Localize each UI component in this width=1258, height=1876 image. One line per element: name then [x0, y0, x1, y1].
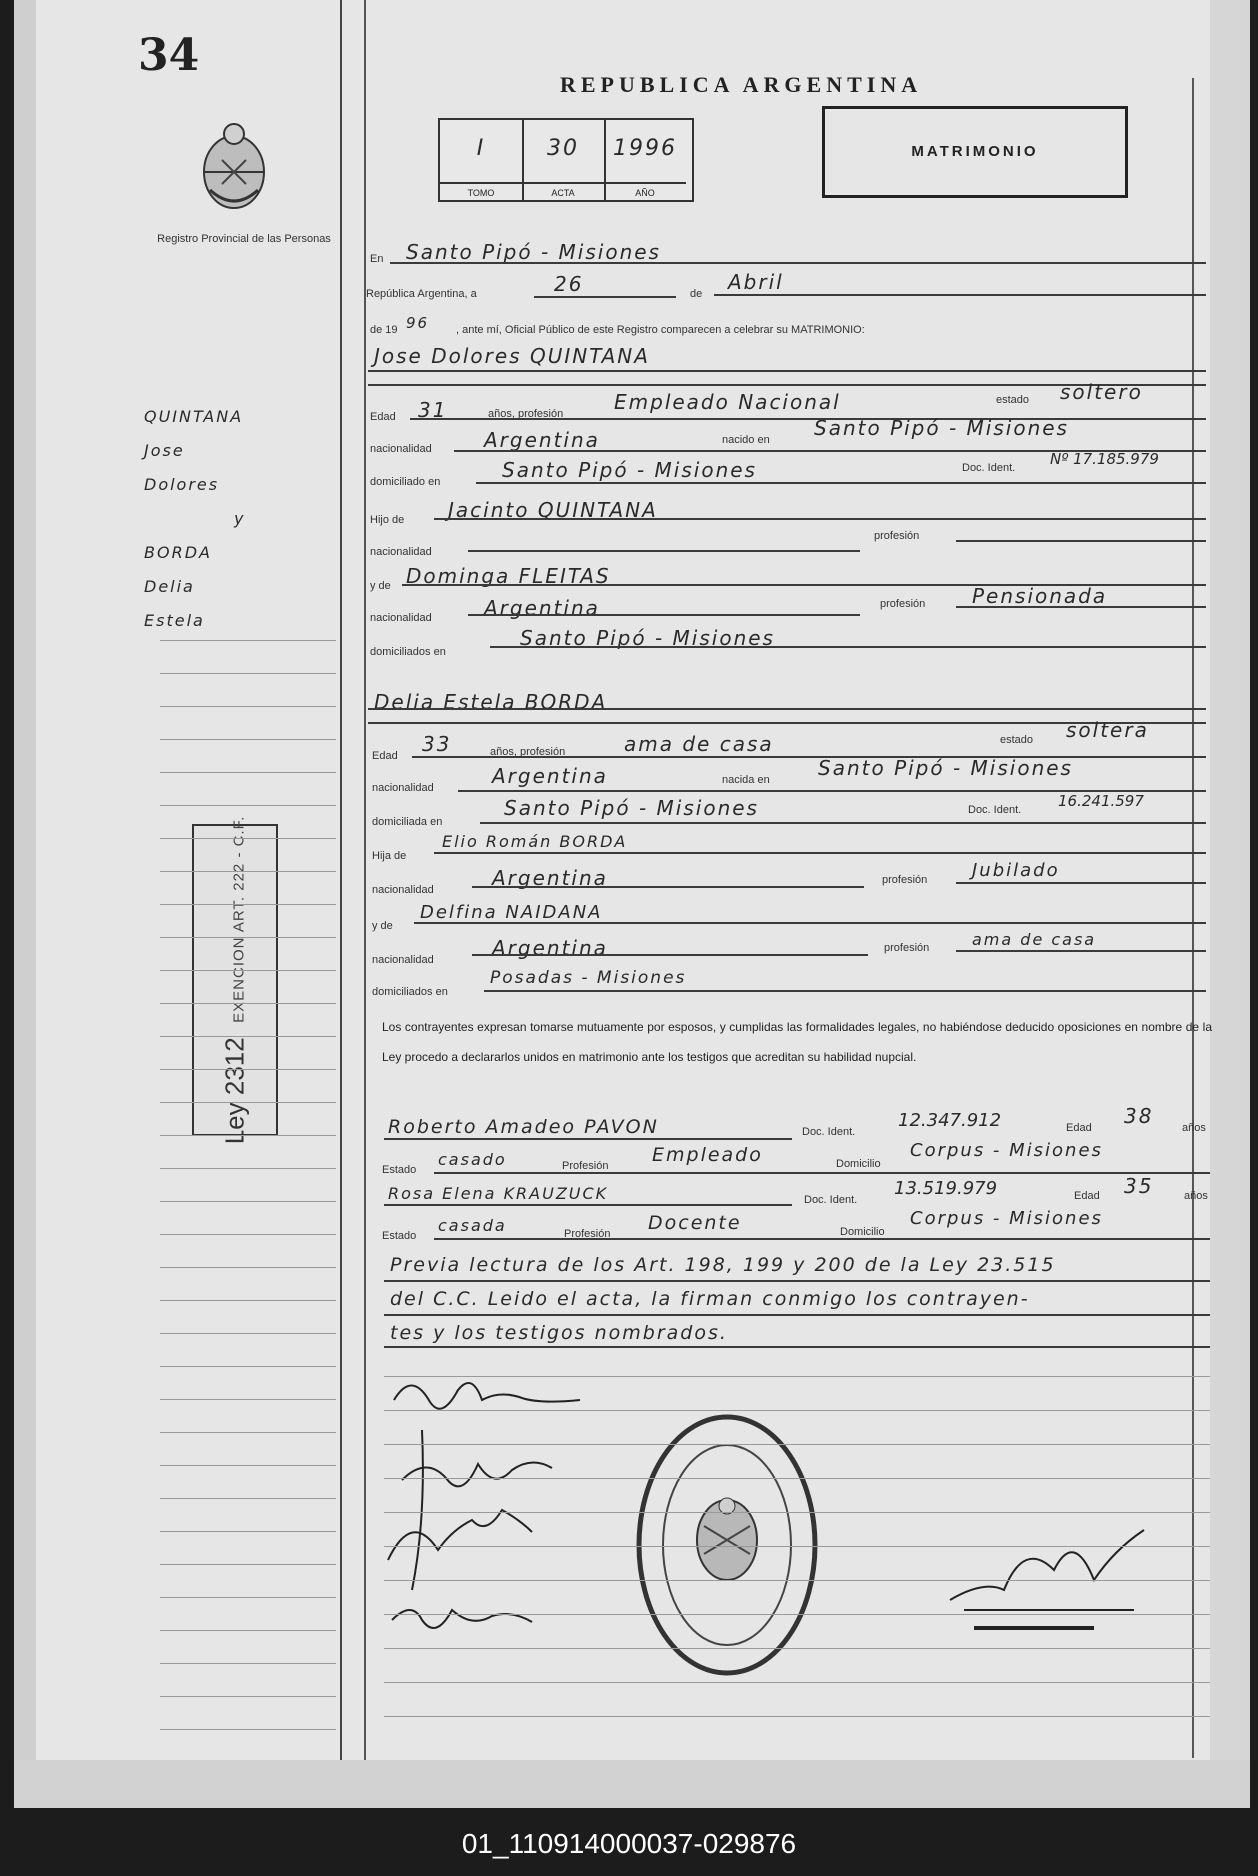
bride-occupation: ama de casa	[624, 732, 774, 756]
ruled-line	[160, 1630, 336, 1631]
fill-line	[384, 1204, 792, 1206]
doc-label: Doc. Ident.	[962, 462, 1016, 474]
anos-label: años	[1182, 1122, 1206, 1134]
country-heading: REPUBLICA ARGENTINA	[560, 72, 923, 97]
doc-label: Doc. Ident.	[802, 1126, 856, 1138]
fill-line	[434, 1238, 1210, 1240]
fill-line	[384, 1346, 1210, 1348]
fill-line	[468, 614, 860, 616]
ruled-line	[160, 1531, 336, 1532]
edad-label: Edad	[370, 411, 396, 423]
ano-value: 1996	[613, 136, 677, 161]
fill-line	[384, 1138, 792, 1140]
ruled-line	[384, 1546, 1210, 1547]
groom-document: Nº 17.185.979	[1050, 450, 1159, 468]
bride-mother-occupation: ama de casa	[972, 930, 1097, 949]
ruled-line	[384, 1410, 1210, 1411]
record-type-label: MATRIMONIO	[911, 143, 1039, 160]
groom-birthplace: Santo Pipó - Misiones	[814, 416, 1069, 440]
ruled-line	[384, 1614, 1210, 1615]
parents-dom-label: domiciliados en	[370, 646, 446, 658]
ruled-line	[160, 1267, 336, 1268]
fill-line	[472, 886, 864, 888]
registry-name: Registro Provincial de las Personas	[157, 233, 331, 245]
year-prefix: de 19	[370, 324, 398, 336]
doc-label: Doc. Ident.	[804, 1194, 858, 1206]
fill-line	[476, 482, 1206, 484]
fill-line	[484, 990, 1206, 992]
ruled-line	[160, 805, 336, 806]
witness-2-age: 35	[1124, 1174, 1154, 1198]
ref-cell-tomo	[440, 120, 524, 200]
mother-nat-label: nacionalidad	[370, 612, 432, 624]
folio-number: 34	[138, 30, 200, 81]
margin-name-line: QUINTANA	[144, 407, 244, 426]
edad-label: Edad	[1066, 1122, 1092, 1134]
ruled-line	[160, 1432, 336, 1433]
ruled-line	[160, 1300, 336, 1301]
appearance-statement: , ante mí, Oficial Público de este Registro comparecen a celebrar su MATRIMONIO:	[456, 324, 865, 336]
groom-civil-status: soltero	[1060, 380, 1143, 404]
bride-father-occupation: Jubilado	[972, 860, 1060, 881]
month-value: Abril	[728, 270, 784, 294]
ruled-line	[160, 1234, 336, 1235]
nacionalidad-label: nacionalidad	[370, 443, 432, 455]
domicilio-label: Domicilio	[840, 1226, 885, 1238]
ruled-line	[160, 1498, 336, 1499]
record-type-box	[822, 106, 1128, 198]
ruled-line	[384, 1478, 1210, 1479]
parents-dom-label: domiciliados en	[372, 986, 448, 998]
witness-2-residence: Corpus - Misiones	[910, 1208, 1103, 1229]
father-nat-label: nacionalidad	[372, 884, 434, 896]
place-value: Santo Pipó - Misiones	[406, 240, 661, 264]
exemption-subtitle: EXENCION ART. 222 - C.F.	[230, 815, 248, 1023]
fill-line	[956, 950, 1206, 952]
bride-age: 33	[422, 732, 452, 756]
acta-caption: ACTA	[522, 182, 604, 202]
ruled-line	[384, 1648, 1210, 1649]
year-suffix: 96	[406, 314, 430, 332]
yde-label: y de	[370, 580, 391, 592]
closing-note-line: del C.C. Leido el acta, la firman conmigo los contrayen-	[390, 1288, 1030, 1310]
anos-profesion-label: años, profesión	[488, 408, 564, 420]
page-right-edge	[1210, 0, 1250, 1808]
groom-father-name: Jacinto QUINTANA	[448, 498, 658, 522]
father-nat-label: nacionalidad	[370, 546, 432, 558]
ruled-line	[160, 1003, 336, 1004]
witness-2-name: Rosa Elena KRAUZUCK	[388, 1184, 609, 1203]
de-label: de	[690, 288, 703, 300]
bride-civil-status: soltera	[1066, 718, 1149, 742]
ruled-line	[160, 1696, 336, 1697]
groom-age: 31	[418, 398, 448, 422]
fill-line	[384, 1280, 1210, 1282]
bride-nationality: Argentina	[492, 764, 608, 788]
groom-full-name: Jose Dolores QUINTANA	[374, 344, 650, 368]
fill-line	[472, 954, 868, 956]
fill-line	[384, 1314, 1210, 1316]
ruled-line	[384, 1376, 1210, 1377]
contracting-parties-signatures	[382, 1360, 602, 1660]
father-prof-label: profesión	[874, 530, 920, 542]
ruled-line	[160, 904, 336, 905]
witness-1-occupation: Empleado	[652, 1144, 763, 1166]
edad-label: Edad	[372, 750, 398, 762]
tomo-value: I	[476, 136, 486, 161]
margin-name-line: BORDA	[144, 543, 212, 562]
ruled-line	[160, 937, 336, 938]
profesion-label: Profesión	[564, 1228, 611, 1240]
fill-line	[956, 882, 1206, 884]
margin-rule	[364, 0, 366, 1760]
groom-mother-nationality: Argentina	[484, 596, 600, 620]
tomo-caption: TOMO	[440, 182, 522, 202]
hija-label: Hija de	[372, 850, 407, 862]
ruled-line	[160, 1102, 336, 1103]
ruled-line	[160, 739, 336, 740]
bride-mother-nationality: Argentina	[492, 936, 608, 960]
margin-name-line: Dolores	[144, 475, 220, 494]
ruled-line	[160, 838, 336, 839]
margin-name-line: Delia	[144, 577, 195, 596]
ruled-line	[160, 1366, 336, 1367]
ruled-line	[160, 1069, 336, 1070]
margin-name-line: Estela	[144, 611, 205, 630]
ruled-line	[160, 1564, 336, 1565]
ano-caption: AÑO	[604, 182, 686, 202]
declaration-paragraph: Los contrayentes expresan tomarse mutuamente por esposos, y cumplidas las formalidades legales, no habiéndose deducido oposiciones en nombre de la Ley procedo a declararlos unidos en matrimonio ante los testigos que acreditan su habilidad nupcial.	[382, 1020, 1212, 1064]
page-bottom-edge	[14, 1760, 1250, 1808]
exemption-title: Ley 2312	[219, 1037, 250, 1145]
ruled-line	[160, 1663, 336, 1664]
reference-box	[438, 118, 694, 202]
fill-line	[410, 418, 1206, 420]
fill-line	[434, 518, 1206, 520]
registry-seal	[632, 1410, 822, 1680]
witness-1-civil-status: casado	[438, 1150, 507, 1169]
groom-mother-name: Dominga FLEITAS	[406, 564, 611, 588]
nacido-label: nacido en	[722, 434, 770, 446]
estado-label: estado	[1000, 734, 1034, 746]
fill-line	[468, 550, 860, 552]
ruled-line	[384, 1716, 1210, 1717]
mother-prof-label: profesión	[884, 942, 930, 954]
nacida-label: nacida en	[722, 774, 770, 786]
margin-name-line: Jose	[144, 441, 185, 460]
fill-line	[956, 606, 1206, 608]
ruled-line	[160, 1168, 336, 1169]
ruled-line	[160, 1399, 336, 1400]
ref-cell-acta	[522, 120, 606, 200]
fill-line	[390, 262, 1206, 264]
groom-residence: Santo Pipó - Misiones	[502, 458, 757, 482]
witness-2-document: 13.519.979	[894, 1178, 998, 1199]
ruled-line	[160, 1036, 336, 1037]
witness-1-age: 38	[1124, 1104, 1154, 1128]
ruled-line	[160, 1135, 336, 1136]
ruled-line	[160, 1597, 336, 1598]
margin-names	[144, 400, 324, 638]
domicilio-label: Domicilio	[836, 1158, 881, 1170]
groom-mother-occupation: Pensionada	[972, 584, 1108, 608]
mother-prof-label: profesión	[880, 598, 926, 610]
mother-nat-label: nacionalidad	[372, 954, 434, 966]
ruled-line	[384, 1580, 1210, 1581]
bride-full-name: Delia Estela BORDA	[374, 690, 608, 714]
fill-line	[368, 708, 1206, 710]
ruled-line	[160, 772, 336, 773]
bride-residence: Santo Pipó - Misiones	[504, 796, 759, 820]
ruled-line	[160, 706, 336, 707]
witness-1-residence: Corpus - Misiones	[910, 1140, 1103, 1161]
witness-1-document: 12.347.912	[898, 1110, 1002, 1131]
ruled-line	[160, 640, 336, 641]
margin-rule	[340, 0, 342, 1760]
fill-line	[490, 646, 1206, 648]
anos-profesion-label: años, profesión	[490, 746, 566, 758]
bride-father-nationality: Argentina	[492, 866, 608, 890]
en-label: En	[370, 253, 384, 265]
fill-line	[956, 540, 1206, 542]
fill-line	[480, 822, 1206, 824]
ruled-line	[160, 970, 336, 971]
fill-line	[714, 294, 1206, 296]
closing-note-line: tes y los testigos nombrados.	[390, 1322, 728, 1344]
acta-value: 30	[547, 136, 579, 161]
domicilio-label: domiciliado en	[370, 476, 441, 488]
fill-line	[434, 852, 1206, 854]
bride-birthplace: Santo Pipó - Misiones	[818, 756, 1073, 780]
bride-document: 16.241.597	[1058, 792, 1144, 810]
bride-parents-residence: Posadas - Misiones	[490, 968, 687, 988]
ruled-line	[160, 1333, 336, 1334]
witness-2-occupation: Docente	[648, 1212, 742, 1234]
profesion-label: Profesión	[562, 1160, 609, 1172]
register-page	[14, 0, 1250, 1808]
fill-line	[414, 922, 1206, 924]
bride-father-name: Elio Román BORDA	[442, 832, 628, 851]
estado-label: estado	[996, 394, 1030, 406]
groom-nationality: Argentina	[484, 428, 600, 452]
closing-note-line: Previa lectura de los Art. 198, 199 y 200 de la Ley 23.515	[390, 1254, 1056, 1276]
margin-name-line: y	[234, 509, 246, 528]
coat-of-arms-icon	[192, 120, 276, 216]
ruled-line	[160, 1729, 336, 1730]
ruled-line	[160, 673, 336, 674]
right-rule	[1192, 78, 1194, 1758]
witness-2-civil-status: casada	[438, 1216, 507, 1235]
ruled-line	[384, 1682, 1210, 1683]
ruled-line	[384, 1444, 1210, 1445]
father-prof-label: profesión	[882, 874, 928, 886]
fill-line	[368, 370, 1206, 372]
ruled-line	[384, 1512, 1210, 1513]
fill-line	[412, 756, 1206, 758]
ruled-line	[160, 1465, 336, 1466]
groom-occupation: Empleado Nacional	[614, 390, 841, 414]
bride-mother-name: Delfina NAIDANA	[420, 902, 603, 923]
anos-label: años	[1184, 1190, 1208, 1202]
estado-label: Estado	[382, 1164, 417, 1176]
ruled-line	[160, 1201, 336, 1202]
nacionalidad-label: nacionalidad	[372, 782, 434, 794]
edad-label: Edad	[1074, 1190, 1100, 1202]
fill-line	[434, 1172, 1210, 1174]
doc-label: Doc. Ident.	[968, 804, 1022, 816]
domicilio-label: domiciliada en	[372, 816, 443, 828]
fill-line	[534, 296, 676, 298]
hijo-label: Hijo de	[370, 514, 405, 526]
witness-1-name: Roberto Amadeo PAVON	[388, 1116, 659, 1138]
republic-label: República Argentina, a	[366, 288, 477, 300]
yde-label: y de	[372, 920, 393, 932]
image-code: 01_110914000037-029876	[461, 1828, 797, 1859]
ruled-line	[160, 871, 336, 872]
estado-label: Estado	[382, 1230, 417, 1242]
groom-parents-residence: Santo Pipó - Misiones	[520, 626, 775, 650]
ref-cell-ano	[604, 120, 692, 200]
day-value: 26	[554, 272, 584, 296]
